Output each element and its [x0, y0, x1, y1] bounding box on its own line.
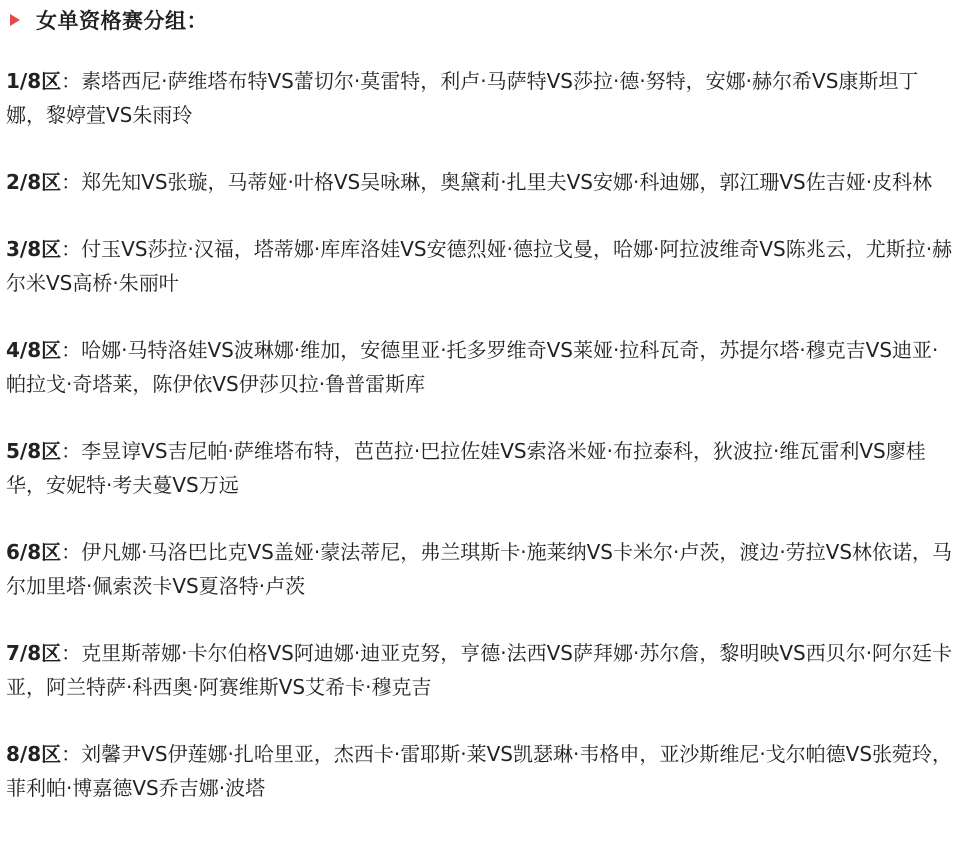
match-list: 素塔西尼·萨维塔布特VS蕾切尔·莫雷特，利卢·马萨特VS莎拉·德·努特，安娜·赫尔希VS康斯坦丁娜，黎婷萱VS朱雨玲 — [6, 69, 919, 127]
match-list: 克里斯蒂娜·卡尔伯格VS阿迪娜·迪亚克努，亨德·法西VS萨拜娜·苏尔詹，黎明映VS西贝尔·阿尔廷卡亚，阿兰特萨·科西奥·阿赛维斯VS艾希卡·穆克吉 — [6, 641, 953, 699]
group-paragraph-1 — [6, 64, 954, 132]
zone-label: 5/8区 — [6, 439, 62, 463]
match-list: 伊凡娜·马洛巴比克VS盖娅·蒙法蒂尼，弗兰琪斯卡·施莱纳VS卡米尔·卢茨，渡边·劳拉VS林依诺，马尔加里塔·佩索茨卡VS夏洛特·卢茨 — [6, 540, 953, 598]
triangle-marker-icon — [10, 14, 20, 26]
group-paragraph-8 — [6, 737, 954, 805]
match-list: 郑先知VS张璇，马蒂娅·叶格VS吴咏琳，奥黛莉·扎里夫VS安娜·科迪娜，郭江珊VS佐吉娅·皮科林 — [81, 170, 933, 194]
zone-label: 1/8区 — [6, 69, 62, 93]
group-paragraph-3 — [6, 232, 954, 300]
group-list — [6, 64, 956, 805]
match-list: 付玉VS莎拉·汉福，塔蒂娜·库库洛娃VS安德烈娅·德拉戈曼，哈娜·阿拉波维奇VS陈兆云，尤斯拉·赫尔米VS高桥·朱丽叶 — [6, 237, 953, 295]
group-paragraph-2 — [6, 165, 954, 199]
zone-label: 6/8区 — [6, 540, 62, 564]
zone-label: 4/8区 — [6, 338, 62, 362]
group-paragraph-4 — [6, 333, 954, 401]
zone-separator: ： — [61, 170, 82, 194]
zone-label: 3/8区 — [6, 237, 62, 261]
zone-label: 7/8区 — [6, 641, 62, 665]
zone-separator: ： — [61, 338, 82, 362]
section-heading — [6, 0, 956, 40]
match-list: 哈娜·马特洛娃VS波琳娜·维加，安德里亚·托多罗维奇VS莱娅·拉科瓦奇，苏提尔塔·穆克吉VS迪亚·帕拉戈·奇塔莱，陈伊依VS伊莎贝拉·鲁普雷斯库 — [6, 338, 939, 396]
zone-separator: ： — [61, 237, 82, 261]
group-paragraph-7 — [6, 636, 954, 704]
zone-separator: ： — [61, 540, 82, 564]
zone-separator: ： — [61, 69, 82, 93]
zone-separator: ： — [61, 641, 82, 665]
zone-separator: ： — [61, 439, 82, 463]
section-title: 女单资格赛分组： — [36, 9, 208, 33]
match-list: 刘馨尹VS伊莲娜·扎哈里亚，杰西卡·雷耶斯·莱VS凯瑟琳·韦格申，亚沙斯维尼·戈尔帕德VS张菀玲，菲利帕·博嘉德VS乔吉娜·波塔 — [6, 742, 953, 800]
group-paragraph-5 — [6, 434, 954, 502]
match-list: 李昱谆VS吉尼帕·萨维塔布特，芭芭拉·巴拉佐娃VS索洛米娅·布拉泰科，狄波拉·维瓦雷利VS廖桂华，安妮特·考夫蔓VS万远 — [6, 439, 926, 497]
group-paragraph-6 — [6, 535, 954, 603]
zone-label: 2/8区 — [6, 170, 62, 194]
zone-label: 8/8区 — [6, 742, 62, 766]
zone-separator: ： — [61, 742, 82, 766]
